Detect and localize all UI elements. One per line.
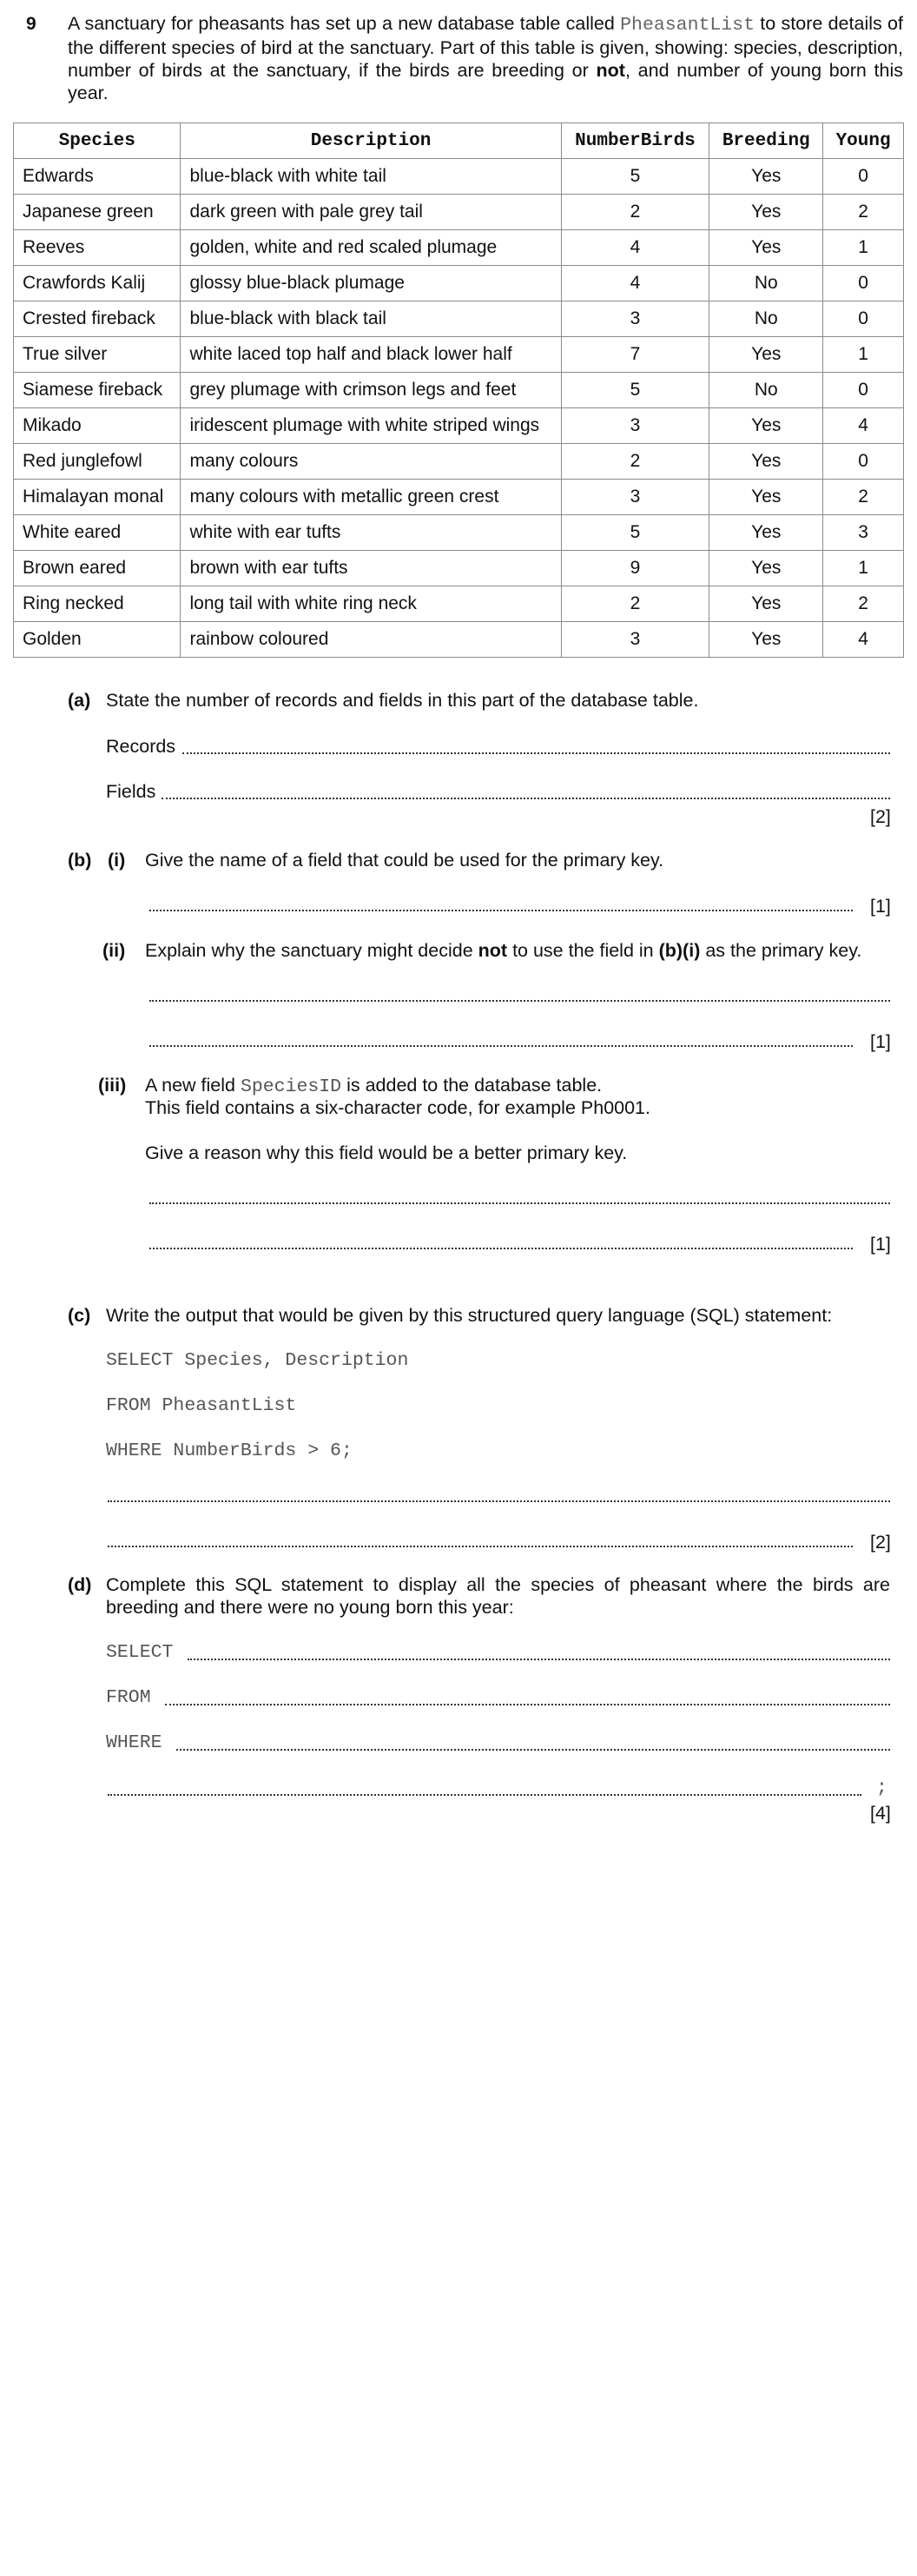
table-row <box>14 480 904 515</box>
cell-breeding: Yes <box>709 480 823 515</box>
question-intro <box>68 12 903 104</box>
cell-young: 0 <box>823 159 904 195</box>
intro-not: not <box>596 60 625 81</box>
cell-description: many colours <box>181 444 561 480</box>
table-row <box>14 195 904 230</box>
b-iii-answer-line-2[interactable] <box>149 1248 853 1249</box>
cell-description: golden, white and red scaled plumage <box>181 230 561 266</box>
cell-species: Red junglefowl <box>14 444 181 480</box>
part-b-i-text: Give the name of a field that could be used for the primary key. <box>145 850 664 871</box>
cell-young: 1 <box>823 551 904 586</box>
cell-young: 0 <box>823 373 904 408</box>
cell-numberbirds: 4 <box>561 230 709 266</box>
part-b-iii-label: (iii) <box>98 1075 127 1096</box>
d-where-answer-line[interactable] <box>176 1749 890 1751</box>
cell-young: 0 <box>823 444 904 480</box>
cell-species: Ring necked <box>14 586 181 622</box>
cell-species: Brown eared <box>14 551 181 586</box>
table-row <box>14 230 904 266</box>
cell-description: blue-black with black tail <box>181 301 561 337</box>
cell-young: 0 <box>823 301 904 337</box>
cell-numberbirds: 9 <box>561 551 709 586</box>
cell-description: white laced top half and black lower half <box>181 337 561 373</box>
header-numberbirds: NumberBirds <box>561 123 709 159</box>
part-b-label: (b) <box>68 850 92 871</box>
table-row <box>14 337 904 373</box>
cell-description: dark green with pale grey tail <box>181 195 561 230</box>
cell-young: 2 <box>823 586 904 622</box>
cell-description: glossy blue-black plumage <box>181 266 561 301</box>
part-b-ii-marks: [1] <box>870 1031 891 1052</box>
part-a-text: State the number of records and fields in this part of the database table. <box>106 690 699 711</box>
cell-young: 2 <box>823 195 904 230</box>
sql-select-keyword: SELECT <box>106 1642 174 1663</box>
table-row <box>14 301 904 337</box>
b-ii-answer-line-1[interactable] <box>149 1000 890 1002</box>
part-c-text: Write the output that would be given by this structured query language (SQL) statement: <box>106 1305 833 1326</box>
cell-numberbirds: 2 <box>561 444 709 480</box>
intro-text-1: A sanctuary for pheasants has set up a new database table called <box>68 13 615 34</box>
table-row <box>14 515 904 551</box>
cell-breeding: Yes <box>709 622 823 658</box>
cell-description: blue-black with white tail <box>181 159 561 195</box>
cell-species: Golden <box>14 622 181 658</box>
b-i-answer-line[interactable] <box>149 910 853 911</box>
cell-breeding: Yes <box>709 444 823 480</box>
table-row <box>14 408 904 444</box>
cell-breeding: Yes <box>709 408 823 444</box>
cell-young: 1 <box>823 230 904 266</box>
cell-breeding: Yes <box>709 159 823 195</box>
cell-species: Edwards <box>14 159 181 195</box>
cell-species: Crawfords Kalij <box>14 266 181 301</box>
cell-young: 4 <box>823 622 904 658</box>
cell-description: many colours with metallic green crest <box>181 480 561 515</box>
cell-young: 2 <box>823 480 904 515</box>
cell-breeding: Yes <box>709 586 823 622</box>
sql-line-where: WHERE NumberBirds > 6; <box>106 1440 353 1461</box>
table-row <box>14 622 904 658</box>
part-b-i-label: (i) <box>108 850 126 871</box>
header-species: Species <box>14 123 181 159</box>
part-d-label: (d) <box>68 1574 92 1595</box>
sql-where-keyword: WHERE <box>106 1732 162 1753</box>
b-iii-answer-line-1[interactable] <box>149 1202 890 1204</box>
part-b-iii-line2: This field contains a six-character code, for example Ph0001. <box>145 1097 650 1118</box>
part-a-marks: [2] <box>870 806 891 827</box>
cell-species: White eared <box>14 515 181 551</box>
cell-species: Himalayan monal <box>14 480 181 515</box>
part-b-i-marks: [1] <box>870 896 891 917</box>
part-b-iii-marks: [1] <box>870 1234 891 1255</box>
part-d-marks: [4] <box>870 1803 891 1824</box>
cell-numberbirds: 3 <box>561 301 709 337</box>
table-header-row <box>14 123 904 159</box>
header-young: Young <box>823 123 904 159</box>
b-iii-code: SpeciesID <box>240 1076 342 1097</box>
cell-young: 0 <box>823 266 904 301</box>
cell-breeding: Yes <box>709 337 823 373</box>
cell-description: brown with ear tufts <box>181 551 561 586</box>
c-answer-line-1[interactable] <box>108 1500 890 1502</box>
b-ii-ref: (b)(i) <box>658 940 701 961</box>
d-continuation-answer-line[interactable] <box>108 1794 861 1796</box>
cell-breeding: No <box>709 266 823 301</box>
sql-line-select: SELECT Species, Description <box>106 1350 409 1371</box>
b-ii-text-1: Explain why the sanctuary might decide <box>145 940 473 961</box>
cell-species: Crested fireback <box>14 301 181 337</box>
table-row <box>14 586 904 622</box>
records-label: Records <box>106 736 176 757</box>
b-ii-text-3: as the primary key. <box>705 940 862 961</box>
sql-semicolon: ; <box>876 1778 887 1798</box>
fields-answer-line[interactable] <box>162 798 890 799</box>
cell-numberbirds: 4 <box>561 266 709 301</box>
sql-line-from: FROM PheasantList <box>106 1395 297 1416</box>
table-row <box>14 444 904 480</box>
cell-breeding: Yes <box>709 195 823 230</box>
table-row <box>14 373 904 408</box>
b-iii-text-2: is added to the database table. <box>346 1075 603 1096</box>
cell-numberbirds: 3 <box>561 480 709 515</box>
part-b-iii-line1 <box>145 1074 602 1098</box>
cell-young: 1 <box>823 337 904 373</box>
cell-description: grey plumage with crimson legs and feet <box>181 373 561 408</box>
cell-numberbirds: 5 <box>561 373 709 408</box>
b-ii-answer-line-2[interactable] <box>149 1045 853 1047</box>
cell-breeding: No <box>709 301 823 337</box>
cell-young: 3 <box>823 515 904 551</box>
part-c-marks: [2] <box>870 1532 891 1553</box>
b-ii-text-2: to use the field in <box>512 940 654 961</box>
part-d-text: Complete this SQL statement to display all the species of pheasant where the birds are breeding and there were no young born this year: <box>106 1574 890 1618</box>
cell-breeding: Yes <box>709 515 823 551</box>
table-row <box>14 159 904 195</box>
records-answer-line[interactable] <box>182 752 890 754</box>
cell-description: rainbow coloured <box>181 622 561 658</box>
table-row <box>14 551 904 586</box>
intro-text-2: to store details of the different species of bird at the sanctuary. Part of this table is given, showing: species, description, number of birds at the sanctuary, if the birds are breeding or <box>68 13 903 81</box>
part-a-label: (a) <box>68 690 91 711</box>
cell-breeding: Yes <box>709 551 823 586</box>
cell-numberbirds: 3 <box>561 408 709 444</box>
cell-description: long tail with white ring neck <box>181 586 561 622</box>
cell-young: 4 <box>823 408 904 444</box>
cell-description: white with ear tufts <box>181 515 561 551</box>
cell-numberbirds: 2 <box>561 586 709 622</box>
b-ii-not: not <box>478 940 508 961</box>
cell-breeding: Yes <box>709 230 823 266</box>
cell-numberbirds: 3 <box>561 622 709 658</box>
cell-numberbirds: 7 <box>561 337 709 373</box>
part-b-iii-line3: Give a reason why this field would be a better primary key. <box>145 1142 628 1163</box>
part-b-ii-text <box>145 939 901 962</box>
cell-species: Mikado <box>14 408 181 444</box>
fields-label: Fields <box>106 781 156 802</box>
intro-text-3: , and number of young born this year. <box>68 60 903 103</box>
cell-numberbirds: 2 <box>561 195 709 230</box>
c-answer-line-2[interactable] <box>108 1546 853 1547</box>
cell-numberbirds: 5 <box>561 515 709 551</box>
cell-species: Japanese green <box>14 195 181 230</box>
b-iii-text-1: A new field <box>145 1075 235 1096</box>
table-row <box>14 266 904 301</box>
cell-description: iridescent plumage with white striped wings <box>181 408 561 444</box>
intro-table-name: PheasantList <box>620 15 755 36</box>
header-description: Description <box>181 123 561 159</box>
sql-from-keyword: FROM <box>106 1687 151 1708</box>
question-number: 9 <box>26 14 36 34</box>
cell-species: Reeves <box>14 230 181 266</box>
cell-species: Siamese fireback <box>14 373 181 408</box>
part-b-ii-label: (ii) <box>102 940 126 961</box>
cell-species: True silver <box>14 337 181 373</box>
d-from-answer-line[interactable] <box>165 1704 890 1705</box>
cell-breeding: No <box>709 373 823 408</box>
pheasant-table <box>13 123 904 658</box>
part-c-label: (c) <box>68 1305 91 1326</box>
d-select-answer-line[interactable] <box>188 1659 890 1660</box>
cell-numberbirds: 5 <box>561 159 709 195</box>
header-breeding: Breeding <box>709 123 823 159</box>
